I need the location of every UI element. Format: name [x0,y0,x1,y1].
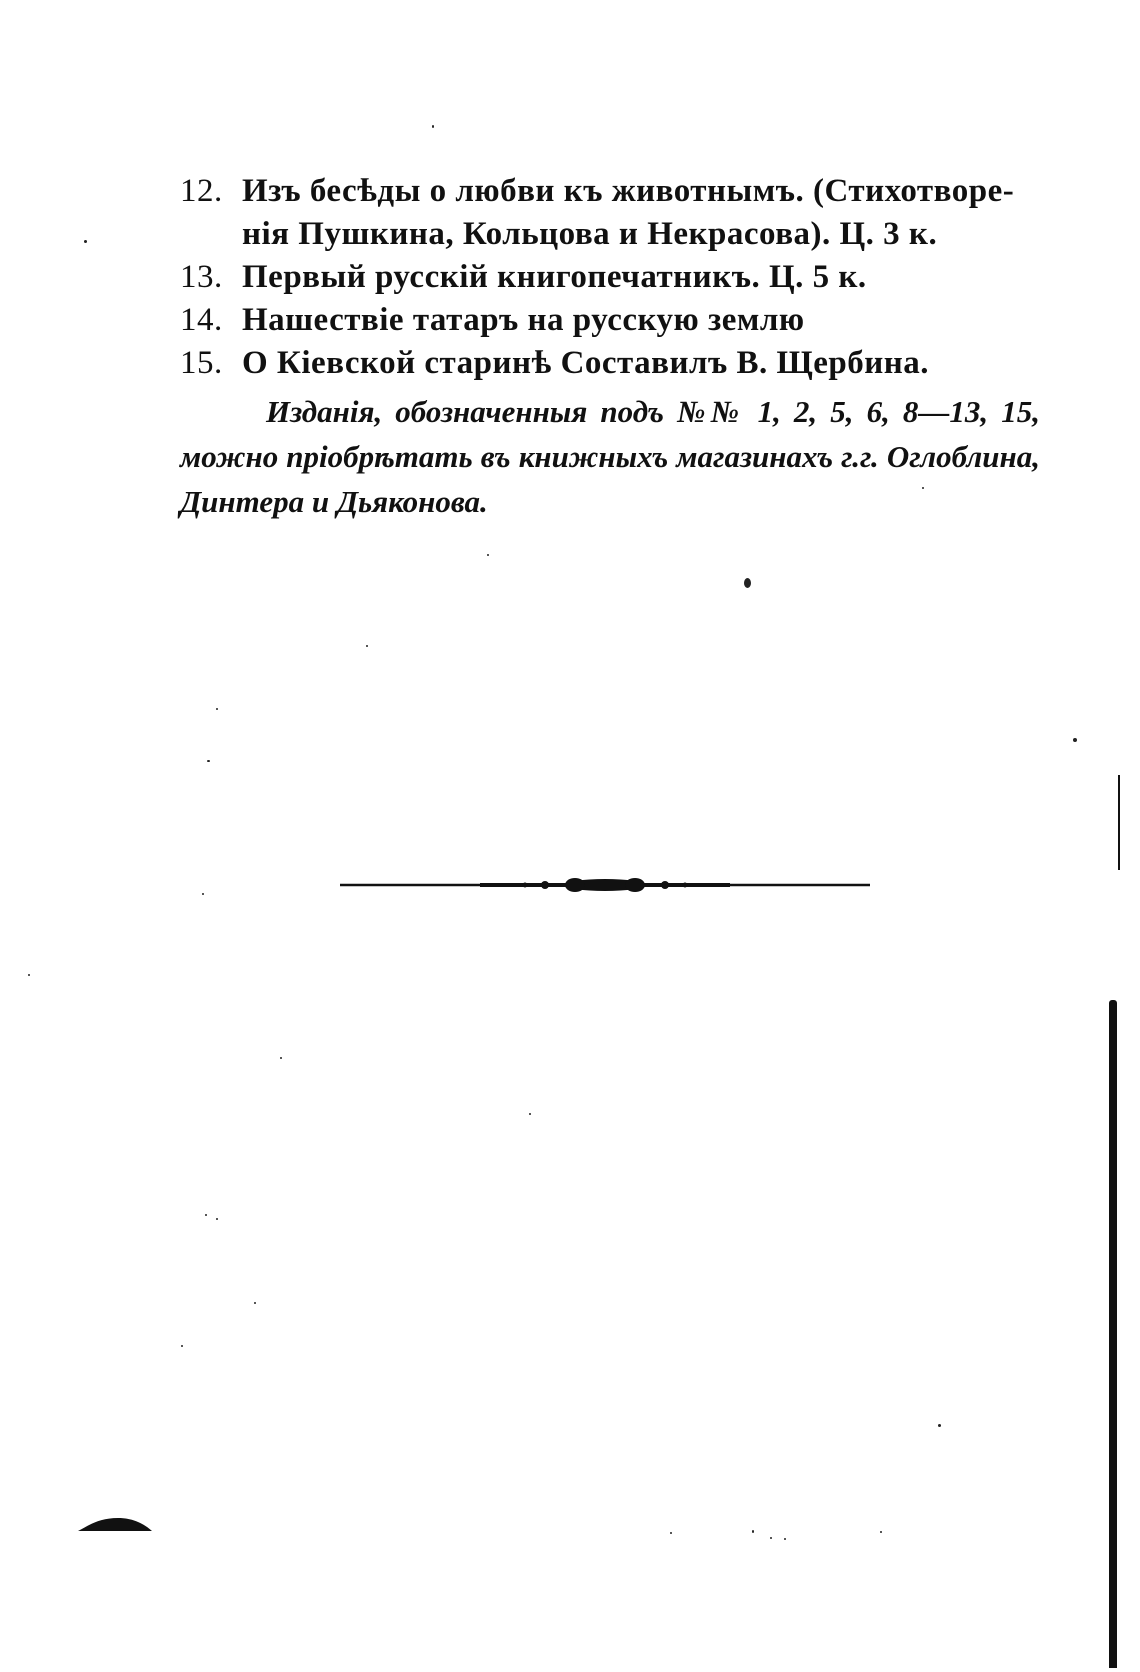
scan-speck [216,708,218,710]
scan-speck [1073,738,1077,742]
item-line: Изъ бесѣды о любви къ животнымъ. (Стихотворе- [242,173,1015,209]
list-item [180,256,1040,299]
decorative-rule-icon [340,870,870,900]
list-item [180,170,1040,256]
scan-speck [84,240,87,243]
scan-speck [744,578,751,588]
page-edge-shadow [1109,1000,1117,1668]
scan-speck [938,1424,941,1427]
scan-speck [529,1113,531,1115]
scan-speck [752,1530,754,1533]
scan-speck [202,893,204,895]
item-number: 12. [180,173,223,209]
scan-speck [205,1214,207,1216]
scan-speck [181,1345,183,1347]
scan-speck [280,1057,282,1059]
item-line: нія Пушкина, Кольцова и Некрасова). Ц. 3 к. [242,216,938,252]
item-number: 13. [180,259,223,295]
scan-speck [880,1531,882,1533]
scan-speck [207,760,210,762]
item-number: 14. [180,302,223,338]
scan-speck [784,1538,786,1540]
scan-speck [216,1218,218,1220]
scan-speck [366,645,368,647]
availability-note: Изданія, обозначенныя подъ №№ 1, 2, 5, 6, 8—13, 15, можно пріобрѣтать въ книжныхъ магазинахъ г.г. Оглоблина, Динтера и Дьяконова. [180,394,1040,519]
item-text [242,170,1040,256]
scan-speck [670,1532,672,1534]
item-text: Нашествіе татаръ на русскую землю [242,302,805,338]
list-item [180,342,1040,385]
item-number: 15. [180,345,223,381]
page-edge-shadow [1118,775,1120,870]
scan-speck [487,554,489,556]
scan-speck [922,487,924,489]
publication-list [180,170,1040,524]
scan-speck [254,1302,256,1304]
scan-speck [770,1537,772,1539]
list-item [180,299,1040,342]
item-text: Первый русскій книгопечатникъ. Ц. 5 к. [242,259,867,295]
item-text: О Кіевской старинѣ Составилъ В. Щербина. [242,345,930,381]
ink-blot [78,1514,152,1534]
scan-speck [432,125,434,128]
scan-speck [28,974,30,976]
